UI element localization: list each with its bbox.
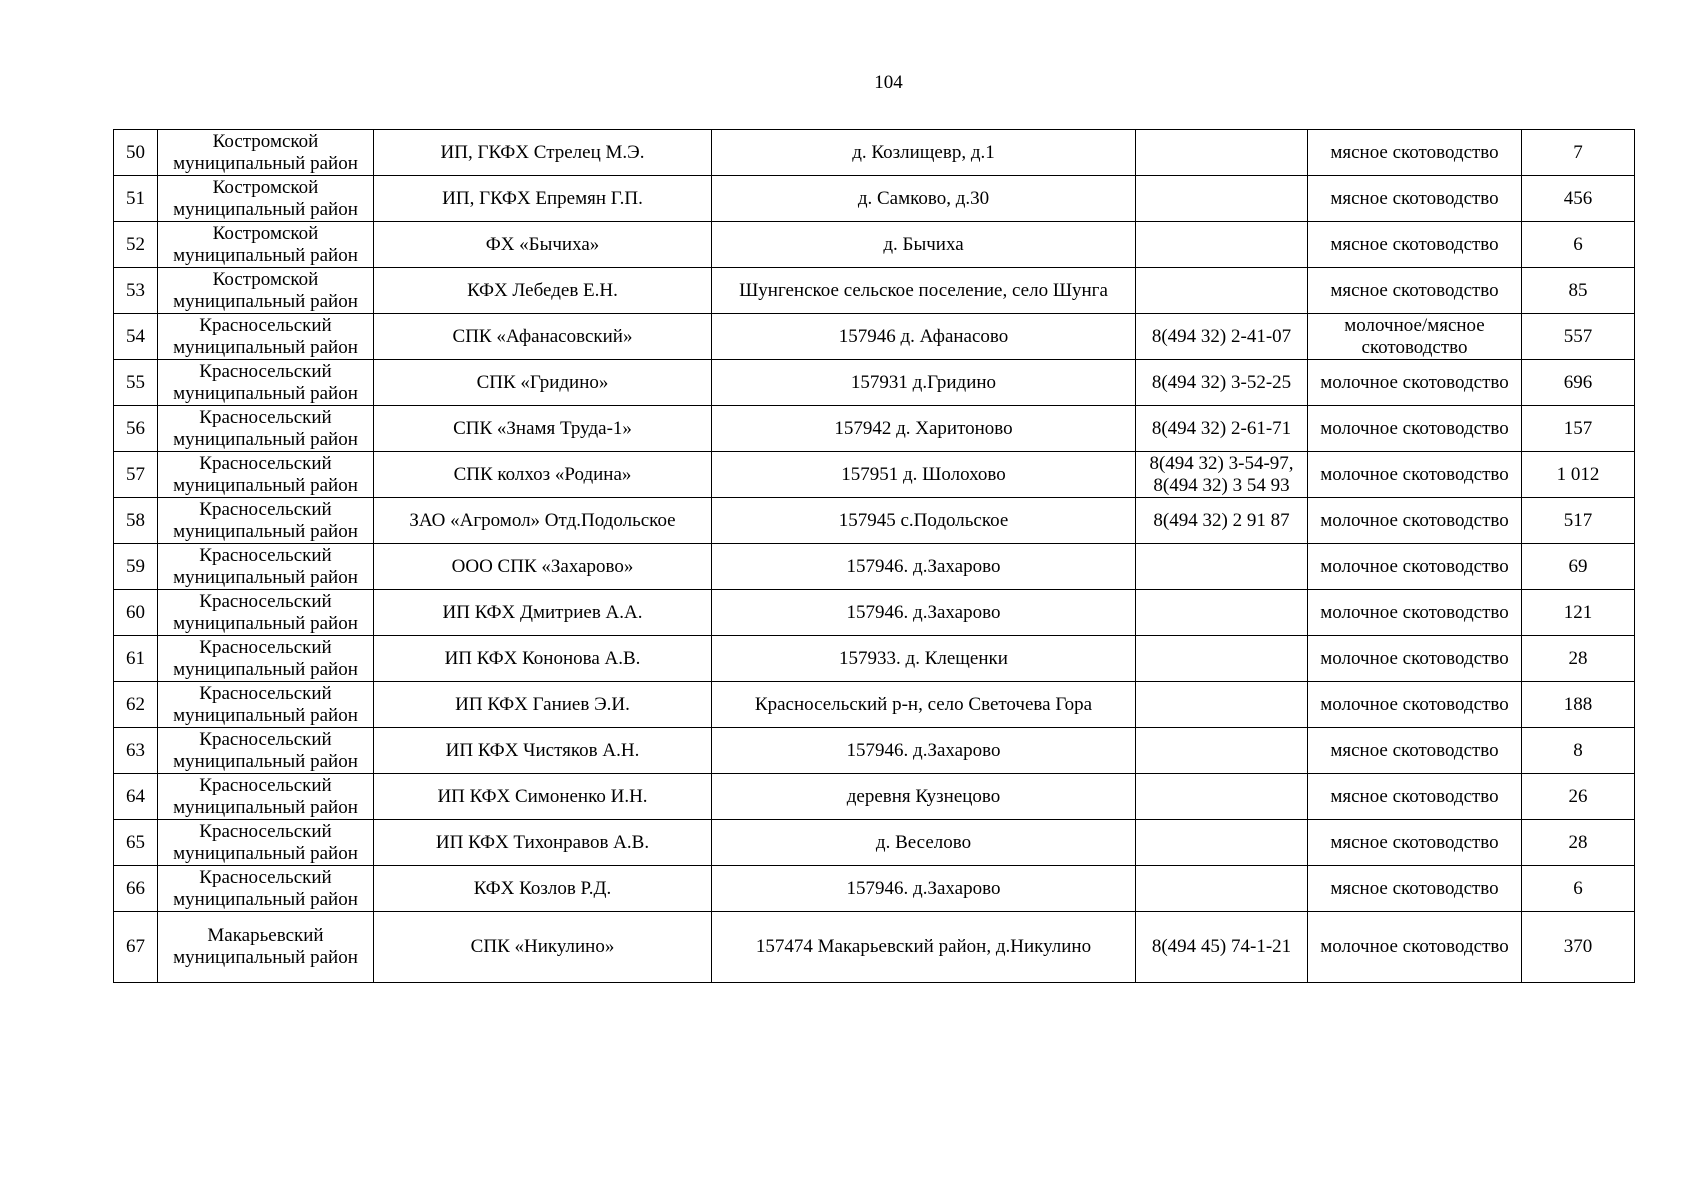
district-line: Красносельский [199,820,332,842]
organization-cell: КФХ Козлов Р.Д. [374,866,712,912]
row-number-cell: 65 [114,820,158,866]
activity-cell: мясное скотоводство [1308,820,1522,866]
district-line: муниципальный район [173,244,358,266]
district-cell [158,912,374,983]
activity-cell: молочное скотоводство [1308,452,1522,498]
phone-cell: 8(494 32) 2-61-71 [1136,406,1308,452]
row-number-cell: 63 [114,728,158,774]
district-line: Макарьевский [207,925,324,946]
district-line: Костромской [212,130,319,152]
district-line: муниципальный район [173,750,358,772]
row-number-cell: 50 [114,130,158,176]
organization-cell: КФХ Лебедев Е.Н. [374,268,712,314]
district-line: Красносельский [199,682,332,704]
activity-cell: мясное скотоводство [1308,866,1522,912]
row-number-cell: 55 [114,360,158,406]
phone-cell [1136,774,1308,820]
address-cell: деревня Кузнецово [712,774,1136,820]
organization-cell: ФХ «Бычиха» [374,222,712,268]
livestock-count-cell: 370 [1522,912,1635,983]
district-cell [158,498,374,544]
organization-cell: ИП КФХ Симоненко И.Н. [374,774,712,820]
table-row [114,728,1635,774]
address-cell: 157933. д. Клещенки [712,636,1136,682]
organization-cell: СПК «Никулино» [374,912,712,983]
district-line: Красносельский [199,636,332,658]
district-cell [158,774,374,820]
table-row [114,682,1635,728]
district-line: Красносельский [199,544,332,566]
address-cell: 157474 Макарьевский район, д.Никулино [712,912,1136,983]
table-row [114,912,1635,983]
district-line: муниципальный район [173,566,358,588]
phone-cell [1136,728,1308,774]
district-line: муниципальный район [173,888,358,910]
district-cell [158,820,374,866]
district-line: муниципальный район [173,198,358,220]
activity-cell: мясное скотоводство [1308,176,1522,222]
organization-cell: ИП КФХ Чистяков А.Н. [374,728,712,774]
row-number-cell: 56 [114,406,158,452]
livestock-count-cell: 188 [1522,682,1635,728]
district-line: Красносельский [199,452,332,474]
district-cell [158,636,374,682]
table-row [114,360,1635,406]
phone-cell [1136,866,1308,912]
phone-cell: 8(494 32) 3-54-97, 8(494 32) 3 54 93 [1136,452,1308,498]
table-row [114,544,1635,590]
activity-cell: молочное скотоводство [1308,498,1522,544]
phone-cell [1136,590,1308,636]
district-cell [158,682,374,728]
livestock-count-cell: 456 [1522,176,1635,222]
table-row [114,866,1635,912]
district-line: муниципальный район [173,474,358,496]
organization-cell: ООО СПК «Захарово» [374,544,712,590]
phone-cell: 8(494 32) 3-52-25 [1136,360,1308,406]
livestock-count-cell: 1 012 [1522,452,1635,498]
phone-cell [1136,222,1308,268]
phone-cell: 8(494 32) 2-41-07 [1136,314,1308,360]
livestock-count-cell: 28 [1522,820,1635,866]
activity-cell: молочное скотоводство [1308,636,1522,682]
row-number-cell: 62 [114,682,158,728]
address-cell: 157931 д.Гридино [712,360,1136,406]
district-line: Красносельский [199,774,332,796]
district-cell [158,728,374,774]
livestock-count-cell: 26 [1522,774,1635,820]
livestock-count-cell: 6 [1522,222,1635,268]
row-number-cell: 60 [114,590,158,636]
organization-cell: СПК «Знамя Труда-1» [374,406,712,452]
district-line: муниципальный район [173,947,358,968]
district-line: Костромской [212,176,319,198]
livestock-count-cell: 6 [1522,866,1635,912]
activity-cell: мясное скотоводство [1308,728,1522,774]
table-row [114,590,1635,636]
address-cell: д. Бычиха [712,222,1136,268]
phone-cell [1136,268,1308,314]
table-row [114,636,1635,682]
row-number-cell: 51 [114,176,158,222]
district-line: муниципальный район [173,658,358,680]
district-line: Красносельский [199,498,332,520]
table-row [114,222,1635,268]
livestock-count-cell: 121 [1522,590,1635,636]
district-line: муниципальный район [173,382,358,404]
district-line: Красносельский [199,360,332,382]
row-number-cell: 54 [114,314,158,360]
organization-cell: СПК колхоз «Родина» [374,452,712,498]
phone-cell [1136,176,1308,222]
row-number-cell: 67 [114,912,158,983]
district-cell [158,590,374,636]
district-cell [158,360,374,406]
address-cell: д. Веселово [712,820,1136,866]
row-number-cell: 66 [114,866,158,912]
district-line: муниципальный район [173,152,358,174]
activity-cell: молочное скотоводство [1308,682,1522,728]
phone-cell [1136,544,1308,590]
address-cell: 157946 д. Афанасово [712,314,1136,360]
livestock-count-cell: 157 [1522,406,1635,452]
activity-cell: мясное скотоводство [1308,268,1522,314]
district-line: муниципальный район [173,428,358,450]
district-cell [158,176,374,222]
address-cell: Шунгенское сельское поселение, село Шунга [712,268,1136,314]
row-number-cell: 52 [114,222,158,268]
livestock-count-cell: 8 [1522,728,1635,774]
activity-cell: молочное скотоводство [1308,544,1522,590]
phone-cell: 8(494 32) 2 91 87 [1136,498,1308,544]
row-number-cell: 58 [114,498,158,544]
address-cell: 157951 д. Шолохово [712,452,1136,498]
district-line: Костромской [212,268,319,290]
district-line: Красносельский [199,314,332,336]
table-row [114,406,1635,452]
table-row [114,498,1635,544]
phone-cell [1136,820,1308,866]
livestock-count-cell: 28 [1522,636,1635,682]
district-cell [158,222,374,268]
organization-cell: ИП, ГКФХ Стрелец М.Э. [374,130,712,176]
district-cell [158,452,374,498]
district-line: муниципальный район [173,796,358,818]
district-line: Красносельский [199,590,332,612]
organization-cell: ИП КФХ Тихонравов А.В. [374,820,712,866]
organization-cell: СПК «Афанасовский» [374,314,712,360]
livestock-count-cell: 557 [1522,314,1635,360]
address-cell: 157946. д.Захарово [712,590,1136,636]
district-cell [158,268,374,314]
district-cell [158,406,374,452]
livestock-count-cell: 7 [1522,130,1635,176]
district-line: муниципальный район [173,612,358,634]
livestock-count-cell: 69 [1522,544,1635,590]
table-row [114,314,1635,360]
table-row [114,820,1635,866]
address-cell: д. Козлищевр, д.1 [712,130,1136,176]
address-cell: 157942 д. Харитоново [712,406,1136,452]
organization-cell: ЗАО «Агромол» Отд.Подольское [374,498,712,544]
phone-cell [1136,636,1308,682]
livestock-count-cell: 696 [1522,360,1635,406]
activity-cell: мясное скотоводство [1308,774,1522,820]
table-row [114,774,1635,820]
row-number-cell: 53 [114,268,158,314]
activity-cell: мясное скотоводство [1308,222,1522,268]
row-number-cell: 61 [114,636,158,682]
activity-cell: молочное/мясное скотоводство [1308,314,1522,360]
address-cell: 157946. д.Захарово [712,544,1136,590]
phone-cell: 8(494 45) 74-1-21 [1136,912,1308,983]
table-body [114,130,1635,983]
district-cell [158,314,374,360]
activity-cell: молочное скотоводство [1308,912,1522,983]
table-row [114,268,1635,314]
address-cell: Красносельский р-н, село Светочева Гора [712,682,1136,728]
district-line: муниципальный район [173,336,358,358]
organization-cell: СПК «Гридино» [374,360,712,406]
row-number-cell: 64 [114,774,158,820]
district-line: Костромской [212,222,319,244]
district-line: Красносельский [199,866,332,888]
livestock-count-cell: 85 [1522,268,1635,314]
organization-cell: ИП КФХ Ганиев Э.И. [374,682,712,728]
district-cell [158,544,374,590]
table-row [114,176,1635,222]
activity-cell: мясное скотоводство [1308,130,1522,176]
organization-cell: ИП, ГКФХ Епремян Г.П. [374,176,712,222]
organization-cell: ИП КФХ Дмитриев А.А. [374,590,712,636]
row-number-cell: 59 [114,544,158,590]
district-cell [158,866,374,912]
address-cell: 157945 с.Подольское [712,498,1136,544]
address-cell: 157946. д.Захарово [712,728,1136,774]
row-number-cell: 57 [114,452,158,498]
activity-cell: молочное скотоводство [1308,360,1522,406]
district-line: муниципальный район [173,704,358,726]
district-line: муниципальный район [173,520,358,542]
phone-cell [1136,130,1308,176]
district-line: Красносельский [199,728,332,750]
activity-cell: молочное скотоводство [1308,406,1522,452]
district-line: муниципальный район [173,290,358,312]
table-row [114,130,1635,176]
organization-cell: ИП КФХ Кононова А.В. [374,636,712,682]
activity-cell: молочное скотоводство [1308,590,1522,636]
livestock-count-cell: 517 [1522,498,1635,544]
district-line: Красносельский [199,406,332,428]
table-row [114,452,1635,498]
address-cell: д. Самково, д.30 [712,176,1136,222]
district-line: муниципальный район [173,842,358,864]
phone-cell [1136,682,1308,728]
registry-table [113,129,1635,983]
page-number: 104 [874,72,903,93]
district-cell [158,130,374,176]
address-cell: 157946. д.Захарово [712,866,1136,912]
